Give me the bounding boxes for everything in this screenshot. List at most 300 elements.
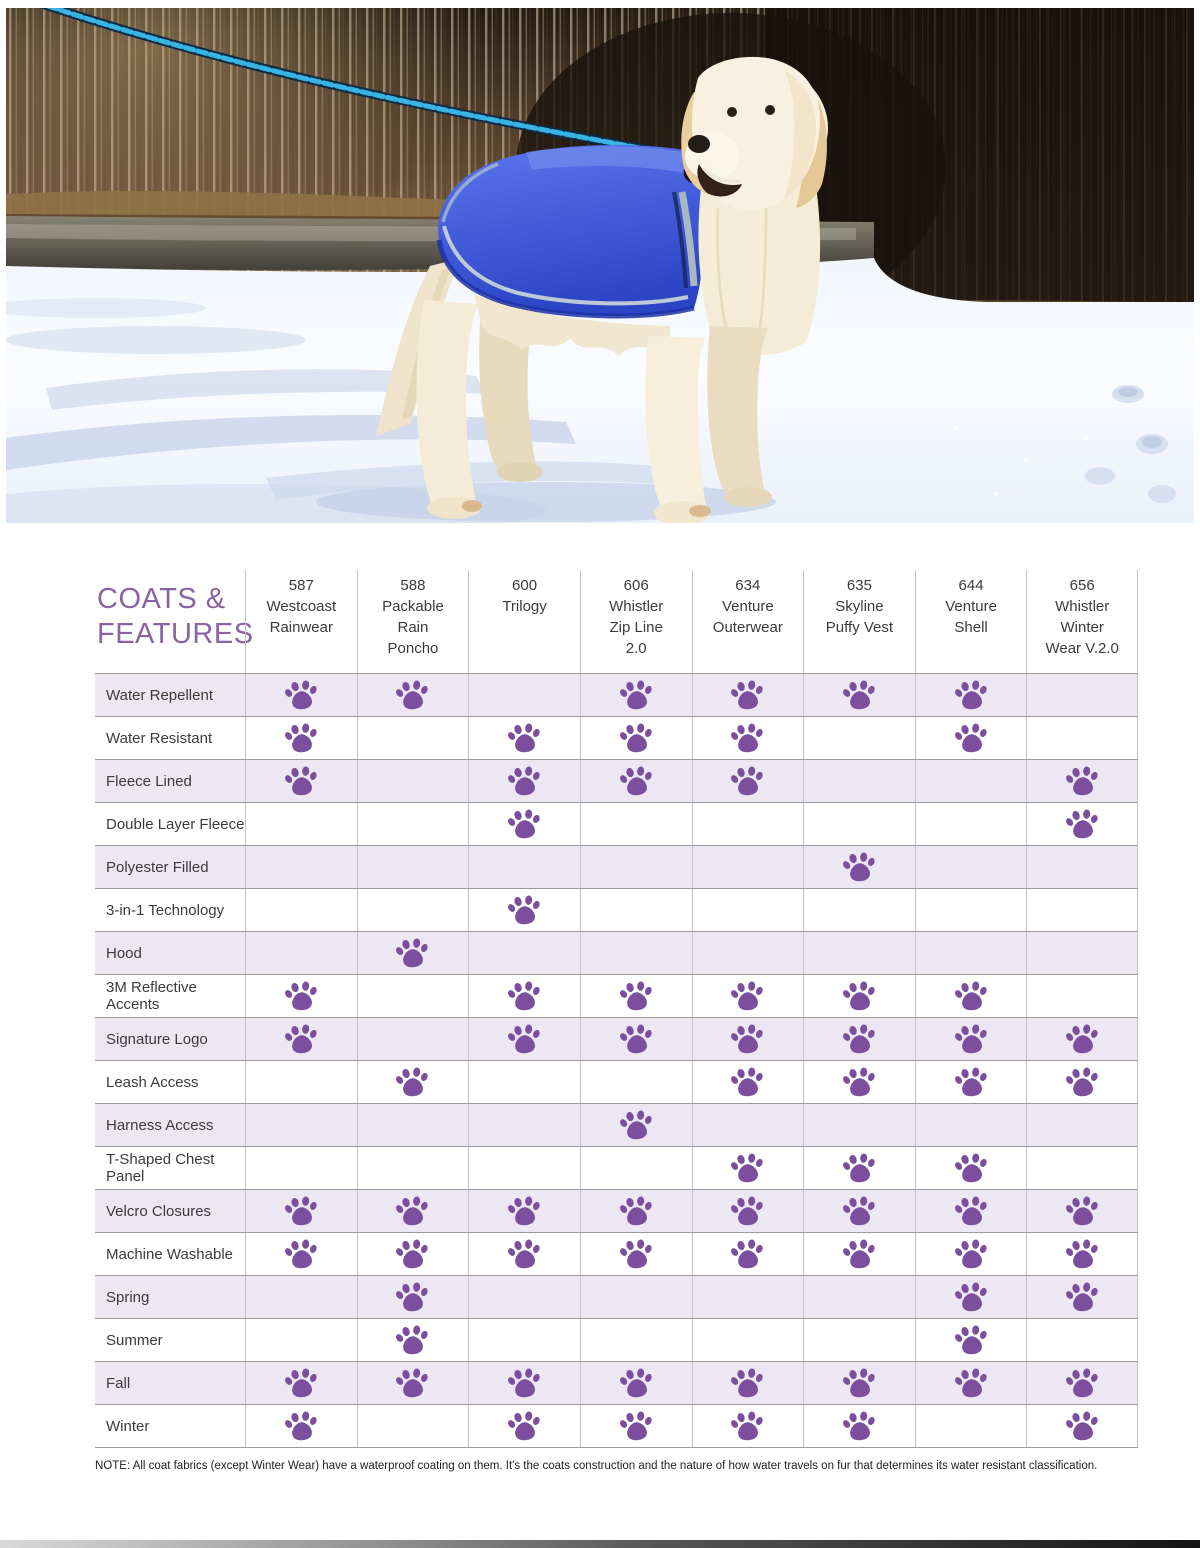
table-row [95,716,1138,759]
product-name-line: Trilogy [502,598,547,615]
feature-cell [803,674,915,716]
feature-cell [692,846,804,888]
dog-eye-right [765,105,775,115]
column-header-600 [468,570,580,673]
paw-icon [955,1024,988,1054]
feature-cell [915,1276,1027,1318]
feature-label: Double Layer Fleece [106,815,245,833]
feature-cell [580,803,692,845]
feature-cell [803,1104,915,1146]
feature-cell [468,803,580,845]
feature-cell [803,1362,915,1404]
paw-icon [955,1325,988,1355]
paw-icon [508,981,541,1011]
feature-cell [245,1319,357,1361]
paw-icon [620,1196,653,1226]
paw-icon [731,1024,764,1054]
feature-cell [245,1190,357,1232]
paw-icon [1066,1067,1099,1097]
product-name-line: Venture [721,598,774,615]
feature-cell [915,1061,1027,1103]
paw-icon [285,1411,318,1441]
feature-cell [580,1018,692,1060]
paw-icon [620,981,653,1011]
feature-cell [915,1405,1027,1447]
paw-icon [731,680,764,710]
feature-cell [245,1233,357,1275]
paw-icon [620,723,653,753]
feature-cell [915,932,1027,974]
feature-cell [692,1104,804,1146]
feature-cell [915,975,1027,1017]
table-row [95,1318,1138,1361]
paw-icon [731,1239,764,1269]
feature-cell [468,1018,580,1060]
feature-cell [580,1104,692,1146]
feature-cell [245,1061,357,1103]
feature-cell [468,889,580,931]
feature-label: Harness Access [106,1116,214,1134]
feature-cell [915,889,1027,931]
feature-cell [468,717,580,759]
feature-cell [580,932,692,974]
feature-label: Hood [106,944,142,962]
feature-cell [1026,760,1138,802]
feature-cell [357,1405,469,1447]
feature-cell [357,932,469,974]
paw-icon [508,1196,541,1226]
feature-cell [245,1018,357,1060]
feature-cell [468,846,580,888]
product-code: 635 [846,577,872,594]
paw-icon [285,1196,318,1226]
paw-icon [620,766,653,796]
feature-cell [1026,889,1138,931]
dog-eye-left [727,107,737,117]
paw-icon [396,1368,429,1398]
paw-icon [843,981,876,1011]
paw-icon [508,1239,541,1269]
feature-cell [803,889,915,931]
feature-cell [1026,975,1138,1017]
title-line-1: COATS & [97,583,226,615]
column-header-606 [580,570,692,673]
feature-cell [245,975,357,1017]
paw-icon [396,1239,429,1269]
column-header-635 [803,570,915,673]
paw-icon [285,1024,318,1054]
feature-cell [803,1233,915,1275]
feature-cell [468,975,580,1017]
table-row [95,673,1138,716]
feature-cell [1026,1104,1138,1146]
table-row [95,1361,1138,1404]
product-code: 634 [735,577,761,594]
paw-icon [1066,1411,1099,1441]
product-name-line: Puffy Vest [825,619,894,636]
feature-label: Polyester Filled [106,858,209,876]
paw-icon [955,1282,988,1312]
feature-cell [580,1362,692,1404]
paw-icon [508,723,541,753]
feature-cell [580,674,692,716]
feature-cell [468,1362,580,1404]
feature-cell [245,803,357,845]
feature-cell [357,803,469,845]
feature-cell [1026,846,1138,888]
feature-cell [692,975,804,1017]
feature-cell [1026,1018,1138,1060]
feature-label: Spring [106,1288,150,1306]
feature-cell [1026,932,1138,974]
paw-icon [1066,1368,1099,1398]
feature-cell [468,1319,580,1361]
paw-icon [620,1239,653,1269]
product-name-line: Venture [945,598,997,615]
feature-cell [692,1190,804,1232]
feature-cell [1026,1147,1138,1189]
product-name-line: Shell [954,619,988,636]
paw-icon [285,680,318,710]
product-name-line: Skyline [835,598,884,615]
product-code: 606 [623,577,649,594]
feature-cell [803,1319,915,1361]
feature-cell [692,1233,804,1275]
paw-icon [1066,1024,1099,1054]
feature-cell [692,1362,804,1404]
feature-cell [245,1147,357,1189]
feature-cell [357,1061,469,1103]
feature-cell [915,1018,1027,1060]
feature-cell [915,803,1027,845]
feature-label: Signature Logo [106,1030,208,1048]
feature-label: Water Resistant [106,729,213,747]
feature-cell [692,1276,804,1318]
feature-cell [803,1405,915,1447]
product-name-line: Winter [1060,619,1104,636]
feature-cell [1026,1362,1138,1404]
product-name-line: Outerwear [712,619,783,636]
paw-icon [285,723,318,753]
feature-cell [245,846,357,888]
paw-icon [285,766,318,796]
feature-cell [357,1233,469,1275]
paw-icon [620,680,653,710]
footnote: NOTE: All coat fabrics (except Winter Wear) have a waterproof coating on them. It's the coats construction and the nature of how water travels on fur that determines its water resistant classification. [95,1460,1098,1472]
feature-label: 3-in-1 Technology [106,901,225,919]
paw-icon [843,680,876,710]
feature-cell [245,1276,357,1318]
feature-label: 3M Reflective Accents [106,979,197,1013]
paw-icon [843,852,876,882]
paw-icon [843,1024,876,1054]
table-row [95,1404,1138,1448]
feature-cell [692,803,804,845]
feature-cell [692,1147,804,1189]
feature-cell [803,975,915,1017]
feature-cell [580,1405,692,1447]
paw-icon [396,680,429,710]
feature-cell [357,1147,469,1189]
feature-cell [245,889,357,931]
table-body [95,673,1138,1448]
feature-cell [803,846,915,888]
table-header-row [95,570,1138,673]
feature-cell [357,760,469,802]
feature-cell [803,1190,915,1232]
feature-cell [692,1061,804,1103]
table-row [95,1189,1138,1232]
feature-label: Water Repellent [106,686,213,704]
product-name-line: 2.0 [625,640,647,657]
title-line-2: FEATURES [97,618,254,650]
paw-icon [731,1368,764,1398]
feature-cell [692,717,804,759]
paw-icon [508,1024,541,1054]
feature-cell [803,760,915,802]
feature-label: Machine Washable [106,1245,234,1263]
paw-icon [955,1153,988,1183]
features-table [95,570,1138,1448]
feature-cell [468,1061,580,1103]
page-edge-bar [0,1540,1200,1548]
paw-icon [620,1411,653,1441]
dog-nose [688,135,710,153]
paw-icon [396,1282,429,1312]
feature-cell [692,889,804,931]
feature-cell [915,1104,1027,1146]
feature-cell [803,803,915,845]
feature-cell [468,1405,580,1447]
feature-cell [1026,1319,1138,1361]
feature-cell [580,975,692,1017]
feature-cell [357,889,469,931]
feature-cell [915,1233,1027,1275]
feature-cell [580,1233,692,1275]
feature-cell [245,1104,357,1146]
paw-icon [731,1067,764,1097]
feature-cell [915,1362,1027,1404]
table-row [95,845,1138,888]
feature-label: Summer [106,1331,163,1349]
paw-icon [508,895,541,925]
product-name-line: Rainwear [269,619,333,636]
feature-cell [245,1405,357,1447]
feature-cell [245,674,357,716]
feature-cell [245,717,357,759]
feature-cell [803,932,915,974]
feature-cell [1026,803,1138,845]
paw-icon [508,1368,541,1398]
product-code: 587 [288,577,314,594]
paw-icon [396,1325,429,1355]
product-name-line: Zip Line [609,619,663,636]
paw-icon [955,680,988,710]
paw-icon [396,1067,429,1097]
feature-cell [357,1319,469,1361]
paw-icon [955,1196,988,1226]
table-row [95,888,1138,931]
paw-icon [843,1239,876,1269]
feature-cell [803,717,915,759]
paw-icon [285,981,318,1011]
paw-icon [843,1411,876,1441]
paw-icon [731,1411,764,1441]
feature-cell [915,1190,1027,1232]
feature-cell [357,1190,469,1232]
feature-cell [468,1104,580,1146]
feature-cell [1026,1190,1138,1232]
product-code: 600 [512,577,538,594]
table-row [95,1275,1138,1318]
paw-icon [620,1368,653,1398]
feature-label: Winter [106,1417,150,1435]
feature-cell [580,846,692,888]
table-row [95,802,1138,845]
paw-icon [285,1368,318,1398]
table-row [95,1060,1138,1103]
product-name-line: Poncho [387,640,439,657]
feature-cell [357,717,469,759]
feature-cell [357,674,469,716]
feature-cell [357,1104,469,1146]
feature-label: Fleece Lined [106,772,192,790]
feature-cell [580,1276,692,1318]
column-header-634 [692,570,804,673]
paw-icon [955,723,988,753]
feature-cell [1026,1061,1138,1103]
hero-photo [6,8,1194,523]
table-row [95,974,1138,1017]
paw-icon [1066,1282,1099,1312]
paw-icon [955,1067,988,1097]
paw-icon [731,981,764,1011]
feature-cell [245,932,357,974]
paw-icon [508,809,541,839]
table-row [95,759,1138,802]
feature-cell [468,760,580,802]
feature-cell [803,1061,915,1103]
feature-cell [692,1319,804,1361]
paw-icon [843,1067,876,1097]
feature-cell [692,1018,804,1060]
table-row [95,931,1138,974]
feature-cell [915,846,1027,888]
dog-in-snow-illustration [6,8,1194,523]
feature-cell [468,1233,580,1275]
feature-cell [580,889,692,931]
feature-cell [803,1147,915,1189]
feature-cell [468,1147,580,1189]
feature-label: Velcro Closures [106,1202,212,1220]
paw-icon [1066,1239,1099,1269]
feature-cell [1026,717,1138,759]
table-row [95,1146,1138,1189]
product-code: 588 [400,577,426,594]
product-name-line: Packable [382,598,444,615]
feature-cell [468,674,580,716]
feature-cell [580,1061,692,1103]
feature-cell [915,760,1027,802]
feature-cell [803,1018,915,1060]
paw-icon [731,766,764,796]
column-header-588 [357,570,469,673]
column-header-587 [245,570,357,673]
feature-cell [357,1362,469,1404]
paw-icon [955,1368,988,1398]
product-code: 644 [958,577,984,594]
feature-cell [1026,1405,1138,1447]
paw-icon [620,1024,653,1054]
product-code: 656 [1069,577,1095,594]
product-name-line: Wear V.2.0 [1045,640,1119,657]
feature-cell [580,760,692,802]
feature-cell [692,674,804,716]
paw-icon [731,723,764,753]
paw-icon [955,1239,988,1269]
product-name-line: Whistler [1055,598,1110,615]
paw-icon [843,1368,876,1398]
paw-icon [1066,1196,1099,1226]
feature-cell [1026,674,1138,716]
paw-icon [843,1153,876,1183]
product-name-line: Westcoast [266,598,337,615]
table-row [95,1232,1138,1275]
feature-cell [468,932,580,974]
feature-cell [468,1276,580,1318]
feature-cell [1026,1233,1138,1275]
table-row [95,1017,1138,1060]
paw-icon [620,1110,653,1140]
paw-icon [1066,766,1099,796]
feature-cell [357,846,469,888]
paw-icon [843,1196,876,1226]
feature-cell [580,1190,692,1232]
product-name-line: Rain [397,619,429,636]
paw-icon [1066,809,1099,839]
feature-cell [357,1276,469,1318]
feature-cell [915,674,1027,716]
feature-cell [803,1276,915,1318]
product-name-line: Whistler [609,598,664,615]
feature-cell [915,1147,1027,1189]
feature-cell [915,717,1027,759]
feature-cell [1026,1276,1138,1318]
paw-icon [955,981,988,1011]
feature-cell [245,760,357,802]
feature-cell [692,932,804,974]
paw-icon [731,1196,764,1226]
paw-icon [508,1411,541,1441]
paw-icon [396,938,429,968]
paw-icon [508,766,541,796]
feature-cell [357,975,469,1017]
paw-icon [285,1239,318,1269]
paw-icon [396,1196,429,1226]
dog-head [681,57,828,210]
feature-cell [245,1362,357,1404]
feature-label: T-Shaped Chest Panel [106,1151,215,1185]
feature-label: Fall [106,1374,131,1392]
feature-cell [692,760,804,802]
feature-cell [468,1190,580,1232]
feature-cell [580,717,692,759]
page-title [95,570,254,652]
feature-cell [357,1018,469,1060]
feature-cell [580,1147,692,1189]
table-row [95,1103,1138,1146]
column-header-644 [915,570,1027,673]
